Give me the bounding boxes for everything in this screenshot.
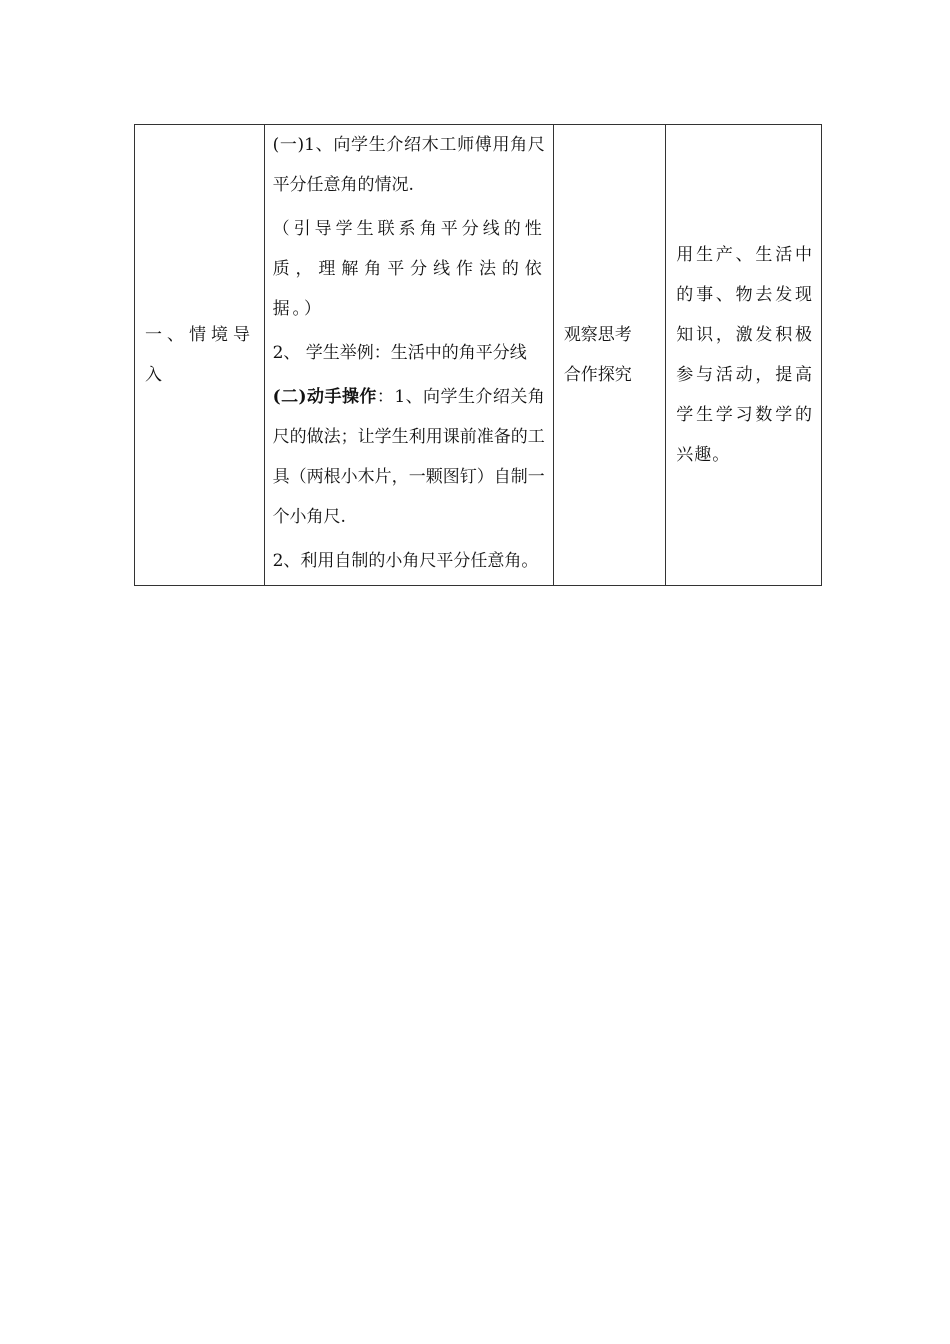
lesson-plan-table — [134, 124, 822, 586]
content-paragraph-4 — [273, 377, 545, 537]
activity-line-2: 合作探究 — [563, 365, 632, 385]
content-paragraph-3: 2、 学生举例：生活中的角平分线 — [272, 343, 527, 363]
table-row — [135, 125, 822, 586]
content-paragraph-5: 2、利用自制的小角尺平分任意角。 — [272, 551, 539, 571]
content-cell — [264, 125, 553, 586]
content-heading-hands-on: (二)动手操作 — [272, 387, 377, 407]
stage-cell — [135, 125, 265, 586]
stage-label: 一、情境导入 — [145, 325, 255, 385]
content-paragraph-4-text: ：1、向学生介绍关角尺的做法；让学生利用课前准备的工具（两根小木片，一颗图钉）自制一个小角尺. — [272, 387, 545, 527]
activity-line-1: 观察思考 — [563, 325, 632, 345]
activity-cell — [553, 125, 665, 586]
intent-text: 用生产、生活中的事、物去发现知识，激发积极参与活动，提高学生学习数学的兴趣。 — [676, 245, 813, 465]
intent-cell — [666, 125, 822, 586]
content-paragraph-1: (一)1、向学生介绍木工师傅用角尺平分任意角的情况. — [272, 135, 545, 195]
content-paragraph-2: （引导学生联系角平分线的性质，理解角平分线作法的依据。） — [272, 219, 545, 319]
